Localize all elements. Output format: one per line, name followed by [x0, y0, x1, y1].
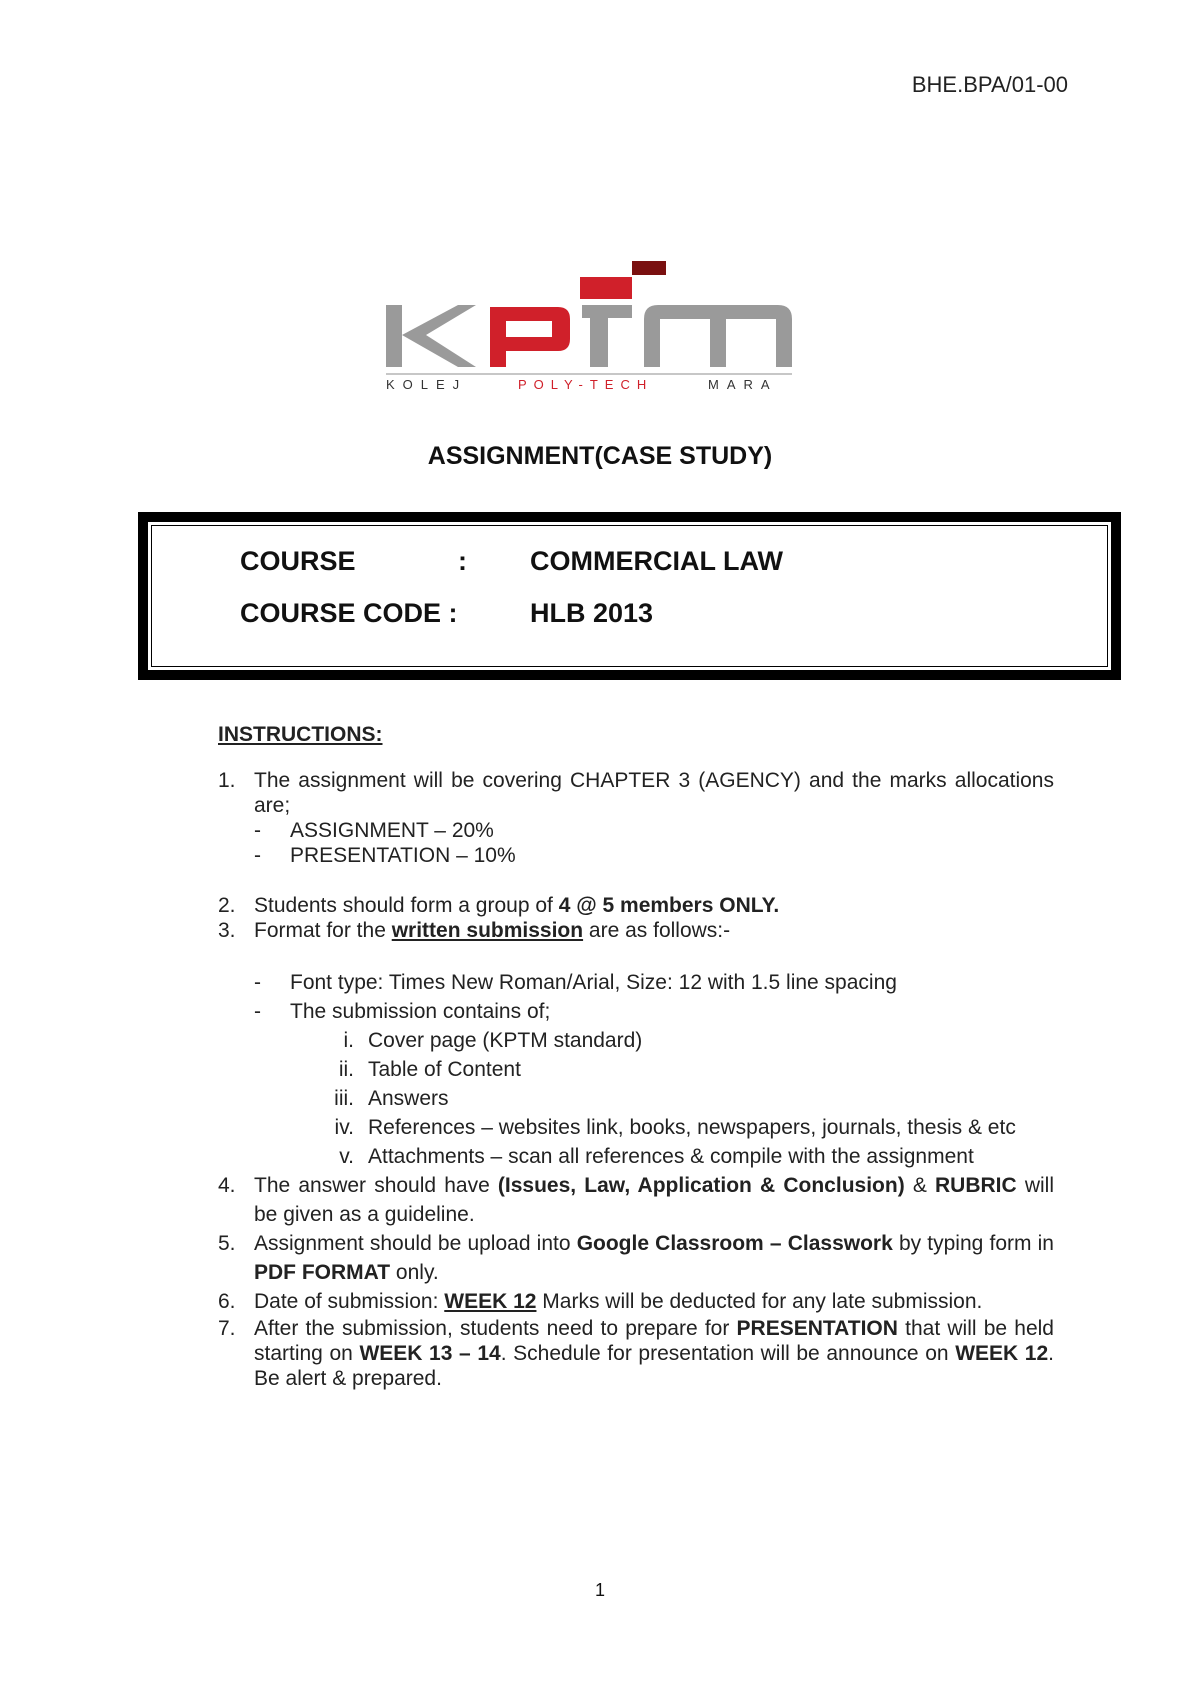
course-code-value: HLB 2013 [530, 598, 654, 628]
marks-allocation-list [254, 818, 1054, 868]
instructions-section [218, 722, 1054, 1391]
instruction-item-7: 7. After the submission, students need to prepare for PRESENTATION that will be held starting on WEEK 13 – 14. Schedule for presentation will be announce on WEEK 12. Be alert & prepared. [218, 1317, 1054, 1390]
instructions-heading: INSTRUCTIONS: [218, 723, 383, 746]
list-item: iv. References – websites link, books, newspapers, journals, thesis & etc [334, 1116, 1016, 1139]
list-item: - PRESENTATION – 10% [254, 843, 1054, 868]
list-item: iii. Answers [334, 1087, 449, 1110]
kptm-logo [386, 255, 836, 390]
course-label: COURSE [240, 546, 356, 576]
course-value: COMMERCIAL LAW [530, 546, 783, 576]
logo-red-block-dark [632, 261, 666, 275]
format-list [254, 968, 1054, 1026]
assignment-title: ASSIGNMENT(CASE STUDY) [427, 442, 773, 470]
instruction-item-5: 5. Assignment should be upload into Google Classroom – Classwork by typing form in PDF FORMAT only. [218, 1232, 1054, 1284]
instruction-item-4: 4. The answer should have (Issues, Law, Application & Conclusion) & RUBRIC will be given as a guideline. [218, 1174, 1055, 1226]
list-item: v. Attachments – scan all references & compile with the assignment [339, 1145, 974, 1168]
page-number: 1 [594, 1580, 605, 1600]
list-item: i. Cover page (KPTM standard) [343, 1029, 643, 1052]
logo-tagline-mara: MARA [708, 377, 778, 390]
course-colon: : [458, 546, 467, 576]
logo-red-block-bar [580, 277, 632, 299]
logo-letter-m [644, 305, 792, 367]
instruction-item-3: 3. Format for the written submission are as follows:- - Font type: Times New Roman/Arial, Size: 12 with 1.5 line spacing - The submission contains of; i. Cover page (KPTM standard) ii. Table of Content iii. Answers iv. References – websites link, books, newspapers, journals, thesis & etc v. Attachments – scan all references & compile with the assignment [218, 918, 1054, 1171]
list-item: ii. Table of Content [338, 1058, 521, 1081]
document-reference: BHE.BPA/01-00 [911, 72, 1068, 97]
logo-tagline-polytech: POLY-TECH [518, 377, 654, 390]
logo-letter-k [386, 305, 402, 367]
logo-underline [386, 373, 792, 375]
instructions-list [218, 768, 1054, 1391]
submission-contents-list [254, 1026, 1054, 1171]
course-code-label: COURSE CODE : [240, 598, 458, 628]
instruction-item-2: 2. Students should form a group of 4 @ 5 members ONLY. [218, 894, 780, 917]
list-item: - The submission contains of; [254, 997, 1054, 1026]
list-item: - ASSIGNMENT – 20% [254, 818, 1054, 843]
logo-letter-p [490, 307, 570, 367]
list-item: - Font type: Times New Roman/Arial, Size: 12 with 1.5 line spacing [254, 968, 1054, 997]
instruction-item-6: 6. Date of submission: WEEK 12 Marks will be deducted for any late submission. [218, 1290, 983, 1313]
logo-tagline-kolej: KOLEJ [386, 377, 468, 390]
instruction-item-1: 1. The assignment will be covering CHAPTER 3 (AGENCY) and the marks allocations are; - ASSIGNMENT – 20% - PRESENTATION – 10% [218, 768, 1054, 868]
course-info-box [138, 512, 1121, 680]
